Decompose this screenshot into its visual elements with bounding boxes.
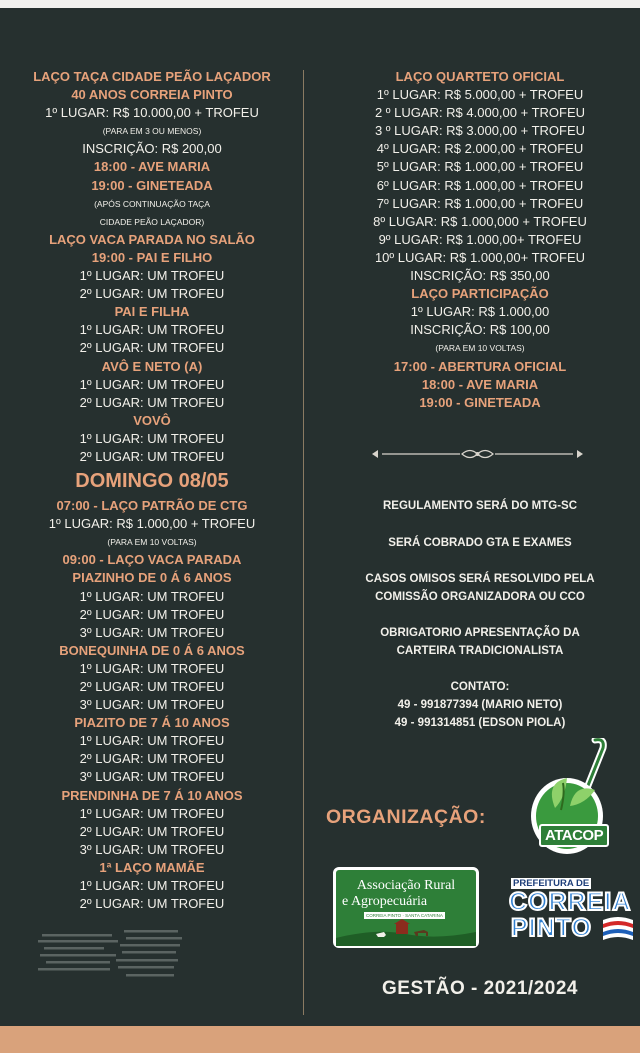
left-line: 3º LUGAR: UM TROFEU [79, 841, 225, 857]
left-line: 1º LUGAR: UM TROFEU [79, 660, 225, 676]
left-heading: 07:00 - LAÇO PATRÃO DE CTG [56, 498, 248, 514]
farm-scene-icon [336, 918, 476, 946]
left-line: 2º LUGAR: UM TROFEU [79, 286, 225, 302]
notice-line: OBRIGATORIO APRESENTAÇÃO DA [380, 627, 580, 639]
left-line: 2º LUGAR: UM TROFEU [79, 751, 225, 767]
right-line: 9º LUGAR: R$ 1.000,00+ TROFEU [378, 231, 582, 247]
left-line: 1º LUGAR: UM TROFEU [79, 430, 225, 446]
notice-line: 49 - 991314851 (EDSON PIOLA) [394, 717, 566, 729]
left-heading: 1ª LAÇO MAMÃE [99, 859, 205, 875]
flag-icon [601, 914, 635, 944]
notice-block [325, 624, 635, 660]
left-line: 1º LUGAR: R$ 10.000,00 + TROFEU [45, 105, 259, 121]
notice-block [325, 497, 635, 515]
notice-line: 49 - 991877394 (MARIO NETO) [397, 699, 563, 711]
watermark-icon [36, 930, 186, 985]
left-heading: PIAZITO DE 7 Á 10 ANOS [74, 715, 230, 731]
assoc-line-2: e Agropecuária [342, 894, 428, 909]
left-heading: VOVÔ [133, 412, 171, 428]
right-line: 6º LUGAR: R$ 1.000,00 + TROFEU [376, 177, 584, 193]
pref-bot-text: PINTO [511, 914, 592, 942]
left-line: 1º LUGAR: UM TROFEU [79, 376, 225, 392]
right-heading: LAÇO PARTICIPAÇÃO [411, 286, 549, 302]
right-heading: 19:00 - GINETEADA [419, 394, 541, 410]
left-day-heading: DOMINGO 08/05 [75, 470, 229, 493]
right-line: INSCRIÇÃO: R$ 100,00 [410, 322, 550, 338]
left-line: 2º LUGAR: UM TROFEU [79, 823, 225, 839]
left-heading: LAÇO TAÇA CIDADE PEÃO LAÇADOR [33, 69, 271, 84]
left-heading: 09:00 - LAÇO VACA PARADA [62, 552, 242, 568]
notice-block [325, 534, 635, 552]
notice-line: SERÁ COBRADO GTA E EXAMES [388, 537, 572, 549]
left-line: 3º LUGAR: UM TROFEU [79, 769, 225, 785]
right-line: 4º LUGAR: R$ 2.000,00 + TROFEU [376, 141, 584, 157]
left-line: 1º LUGAR: UM TROFEU [79, 878, 225, 894]
right-heading: LAÇO QUARTETO OFICIAL [395, 69, 565, 84]
left-line: 1º LUGAR: UM TROFEU [79, 733, 225, 749]
left-heading: PIAZINHO DE 0 Á 6 ANOS [72, 570, 232, 586]
notice-line: CASOS OMISOS SERÁ RESOLVIDO PELA [365, 573, 595, 585]
left-heading: LAÇO VACA PARADA NO SALÃO [49, 231, 255, 247]
right-line: 1º LUGAR: R$ 1.000,00 [410, 304, 550, 320]
left-heading: PRENDINHA DE 7 Á 10 ANOS [61, 787, 243, 803]
right-line: INSCRIÇÃO: R$ 350,00 [410, 268, 550, 284]
right-heading: 18:00 - AVE MARIA [421, 376, 539, 392]
notice-block [325, 570, 635, 606]
pref-mid-text: CORREIA [509, 888, 632, 916]
left-line: 3º LUGAR: UM TROFEU [79, 624, 225, 640]
top-strip [0, 0, 640, 8]
left-line: 2º LUGAR: UM TROFEU [79, 448, 225, 464]
associacao-rural-logo [333, 867, 479, 948]
notice-block [325, 678, 635, 732]
left-line: 2º LUGAR: UM TROFEU [79, 394, 225, 410]
left-note: CIDADE PEÃO LAÇADOR) [99, 216, 205, 227]
left-heading: 19:00 - PAI E FILHO [91, 249, 213, 265]
left-line: 1º LUGAR: UM TROFEU [79, 588, 225, 604]
left-line: 2º LUGAR: UM TROFEU [79, 606, 225, 622]
left-heading: 19:00 - GINETEADA [91, 177, 213, 193]
right-line: 3 º LUGAR: R$ 3.000,00 + TROFEU [374, 123, 586, 139]
left-heading: PAI E FILHA [114, 304, 190, 320]
left-note: (PARA EM 10 VOLTAS) [107, 537, 197, 548]
left-line: 2º LUGAR: UM TROFEU [79, 679, 225, 694]
right-line: 10º LUGAR: R$ 1.000,00+ TROFEU [374, 249, 586, 265]
left-schedule-column [12, 68, 292, 913]
left-line: 3º LUGAR: UM TROFEU [79, 697, 225, 713]
pref-top-text: PREFEITURA DE [513, 878, 590, 889]
right-note: (PARA EM 10 VOLTAS) [435, 343, 525, 354]
left-line: 1º LUGAR: R$ 1.000,00 + TROFEU [48, 516, 256, 532]
column-divider [303, 70, 304, 1015]
left-line: 2º LUGAR: UM TROFEU [79, 340, 225, 356]
right-line: 1º LUGAR: R$ 5.000,00 + TROFEU [376, 87, 584, 103]
right-heading: 17:00 - ABERTURA OFICIAL [393, 358, 567, 374]
notice-line: CONTATO: [450, 681, 510, 693]
ornament-divider-icon [370, 446, 585, 462]
atacop-wordmark: ATACOP [539, 824, 609, 847]
assoc-line-1: Associação Rural [356, 878, 456, 893]
notice-line: CARTEIRA TRADICIONALISTA [396, 645, 564, 657]
right-schedule-column [325, 68, 635, 412]
left-heading: BONEQUINHA DE 0 Á 6 ANOS [59, 642, 245, 658]
left-heading: 40 ANOS CORREIA PINTO [71, 87, 233, 103]
notice-line: REGULAMENTO SERÁ DO MTG-SC [382, 500, 577, 512]
right-line: 7º LUGAR: R$ 1.000,00 + TROFEU [376, 195, 584, 211]
assoc-subtitle: CORREIA PINTO · SANTA CATARINA [366, 913, 443, 918]
right-line: 2 º LUGAR: R$ 4.000,00 + TROFEU [374, 105, 586, 121]
prefeitura-correia-pinto-logo [505, 874, 637, 946]
left-line: 2º LUGAR: UM TROFEU [79, 896, 225, 912]
left-heading: AVÔ E NETO (A) [101, 358, 203, 374]
notice-line: COMISSÃO ORGANIZADORA OU CCO [375, 591, 585, 603]
left-note: (PARA EM 3 OU MENOS) [102, 126, 202, 137]
right-line: 5º LUGAR: R$ 1.000,00 + TROFEU [376, 159, 584, 175]
left-line: 1º LUGAR: UM TROFEU [79, 322, 225, 338]
right-line: 8º LUGAR: R$ 1.000,000 + TROFEU [373, 213, 587, 229]
left-note: (APÓS CONTINUAÇÃO TAÇA [94, 198, 210, 209]
bottom-band [0, 1026, 640, 1053]
organizacao-label: ORGANIZAÇÃO: [326, 806, 486, 828]
gestao-text: GESTÃO - 2021/2024 [382, 978, 578, 999]
left-line: INSCRIÇÃO: R$ 200,00 [82, 141, 222, 157]
left-line: 1º LUGAR: UM TROFEU [79, 268, 225, 284]
left-heading: 18:00 - AVE MARIA [93, 159, 211, 175]
atacop-logo [525, 738, 630, 858]
left-line: 1º LUGAR: UM TROFEU [79, 805, 225, 821]
